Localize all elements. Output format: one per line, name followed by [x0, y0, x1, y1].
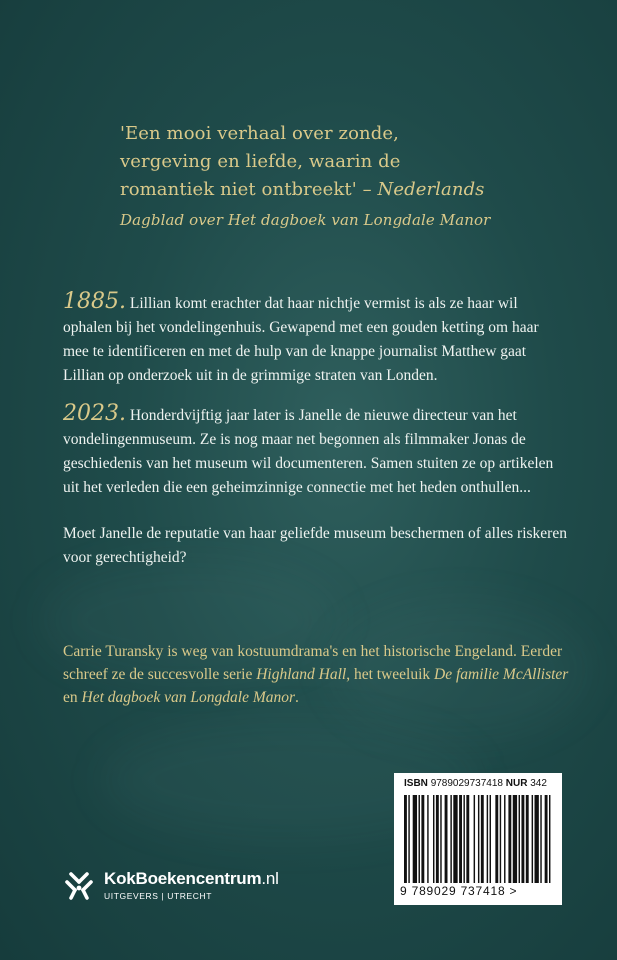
- synopsis-text: Lillian komt erachter dat haar nichtje vermist is als ze haar wil ophalen bij het vondelingenhuis. Gewapend met een gouden ketting om haar mee te identificeren en met de hulp van de knappe journalist Matthew gaat Lillian op onderzoek uit in de grimmige straten van Londen.: [63, 295, 539, 384]
- quote-source-continued: Dagblad over Het dagboek van Longdale Manor: [120, 211, 491, 229]
- publisher-name: [104, 870, 279, 888]
- barcode-bar: [540, 795, 541, 883]
- barcode-bar: [436, 795, 439, 883]
- barcode-bar: [532, 795, 533, 883]
- barcode-bar: [408, 795, 409, 883]
- author-bio: [63, 640, 573, 709]
- quote-line: vergeving en liefde, waarin de: [120, 151, 401, 172]
- author-bio-text: .: [295, 689, 299, 706]
- barcode-bar: [427, 795, 428, 883]
- barcode-bar: [481, 795, 484, 883]
- barcode-bar: [535, 795, 539, 883]
- barcode-bar: [504, 795, 505, 883]
- nur-label: NUR: [505, 778, 528, 789]
- year-1885: 1885.: [63, 289, 126, 314]
- duology-title: De familie McAllister: [434, 666, 569, 683]
- barcode-bar: [521, 795, 524, 883]
- author-bio-text: Carrie Turansky is weg van kostuumdrama's en het historische Engeland. Eerder schreef ze de succesvolle serie: [63, 643, 563, 683]
- barcode-bar: [508, 795, 511, 883]
- barcode-bar: [474, 795, 475, 883]
- author-bio-text: en: [63, 689, 82, 706]
- barcode-bar: [490, 795, 491, 883]
- book-title: Het dagboek van Longdale Manor: [81, 689, 296, 706]
- barcode-bar: [404, 795, 407, 883]
- quote-line: romantiek niet ontbreekt': [120, 179, 357, 200]
- quote-line: 'Een mooi verhaal over zonde,: [120, 123, 399, 144]
- synopsis-paragraph: [63, 402, 568, 500]
- barcode-bar: [413, 795, 417, 883]
- publisher-name-tld: .nl: [261, 868, 279, 888]
- barcode-digits: 9 789029 737418 >: [400, 884, 518, 898]
- barcode-bar: [466, 795, 469, 883]
- barcode-bar: [445, 795, 448, 883]
- barcode-bar: [549, 795, 550, 883]
- barcode-icon: [402, 795, 552, 883]
- barcode-bar: [463, 795, 464, 883]
- synopsis-paragraph: [63, 522, 568, 570]
- publisher-logo: [62, 868, 279, 902]
- barcode-bar: [440, 795, 441, 883]
- series-title: Highland Hall: [256, 666, 347, 683]
- barcode-bar: [433, 795, 434, 883]
- barcode-bar: [500, 795, 501, 883]
- isbn-label: ISBN: [404, 778, 428, 789]
- publisher-name-block: [104, 870, 279, 901]
- isbn-number: 9789029737418: [430, 778, 503, 789]
- barcode-bar: [519, 795, 520, 883]
- synopsis-question: Moet Janelle de reputatie van haar geliefde museum beschermen of alles riskeren voor gerechtigheid?: [63, 525, 567, 566]
- barcode-bar: [450, 795, 451, 883]
- barcode-bar: [545, 795, 548, 883]
- nur-number: 342: [530, 778, 547, 789]
- barcode-bar: [478, 795, 479, 883]
- barcode-bar: [421, 795, 424, 883]
- barcode-box: [394, 773, 562, 905]
- barcode-bar: [459, 795, 462, 883]
- barcode-bar: [526, 795, 529, 883]
- barcode-bar: [487, 795, 488, 883]
- isbn-line: [404, 778, 547, 789]
- year-2023: 2023.: [63, 401, 126, 426]
- quote-source: Nederlands: [377, 179, 485, 200]
- publisher-name-main: KokBoekencentrum: [104, 868, 262, 888]
- quote-dash: –: [356, 179, 378, 200]
- publisher-subtitle: UITGEVERS | UTRECHT: [104, 890, 213, 901]
- publisher-logo-icon: [62, 868, 96, 902]
- synopsis-text: Honderdvijftig jaar later is Janelle de nieuwe directeur van het vondelingenmuseum. Ze is nog maar net begonnen als filmmaker Jonas de geschiedenis van het museum wil documenteren. Samen stuiten ze op artikelen uit het verleden die een geheimzinnige connectie met het heden onthullen...: [63, 407, 554, 496]
- barcode-bar: [495, 795, 498, 883]
- barcode-bar: [453, 795, 457, 883]
- barcode-bar: [513, 795, 517, 883]
- review-quote: [120, 120, 590, 234]
- synopsis: [63, 290, 568, 584]
- barcode-bar: [419, 795, 420, 883]
- synopsis-paragraph: [63, 290, 568, 388]
- author-bio-text: , het tweeluik: [346, 666, 435, 683]
